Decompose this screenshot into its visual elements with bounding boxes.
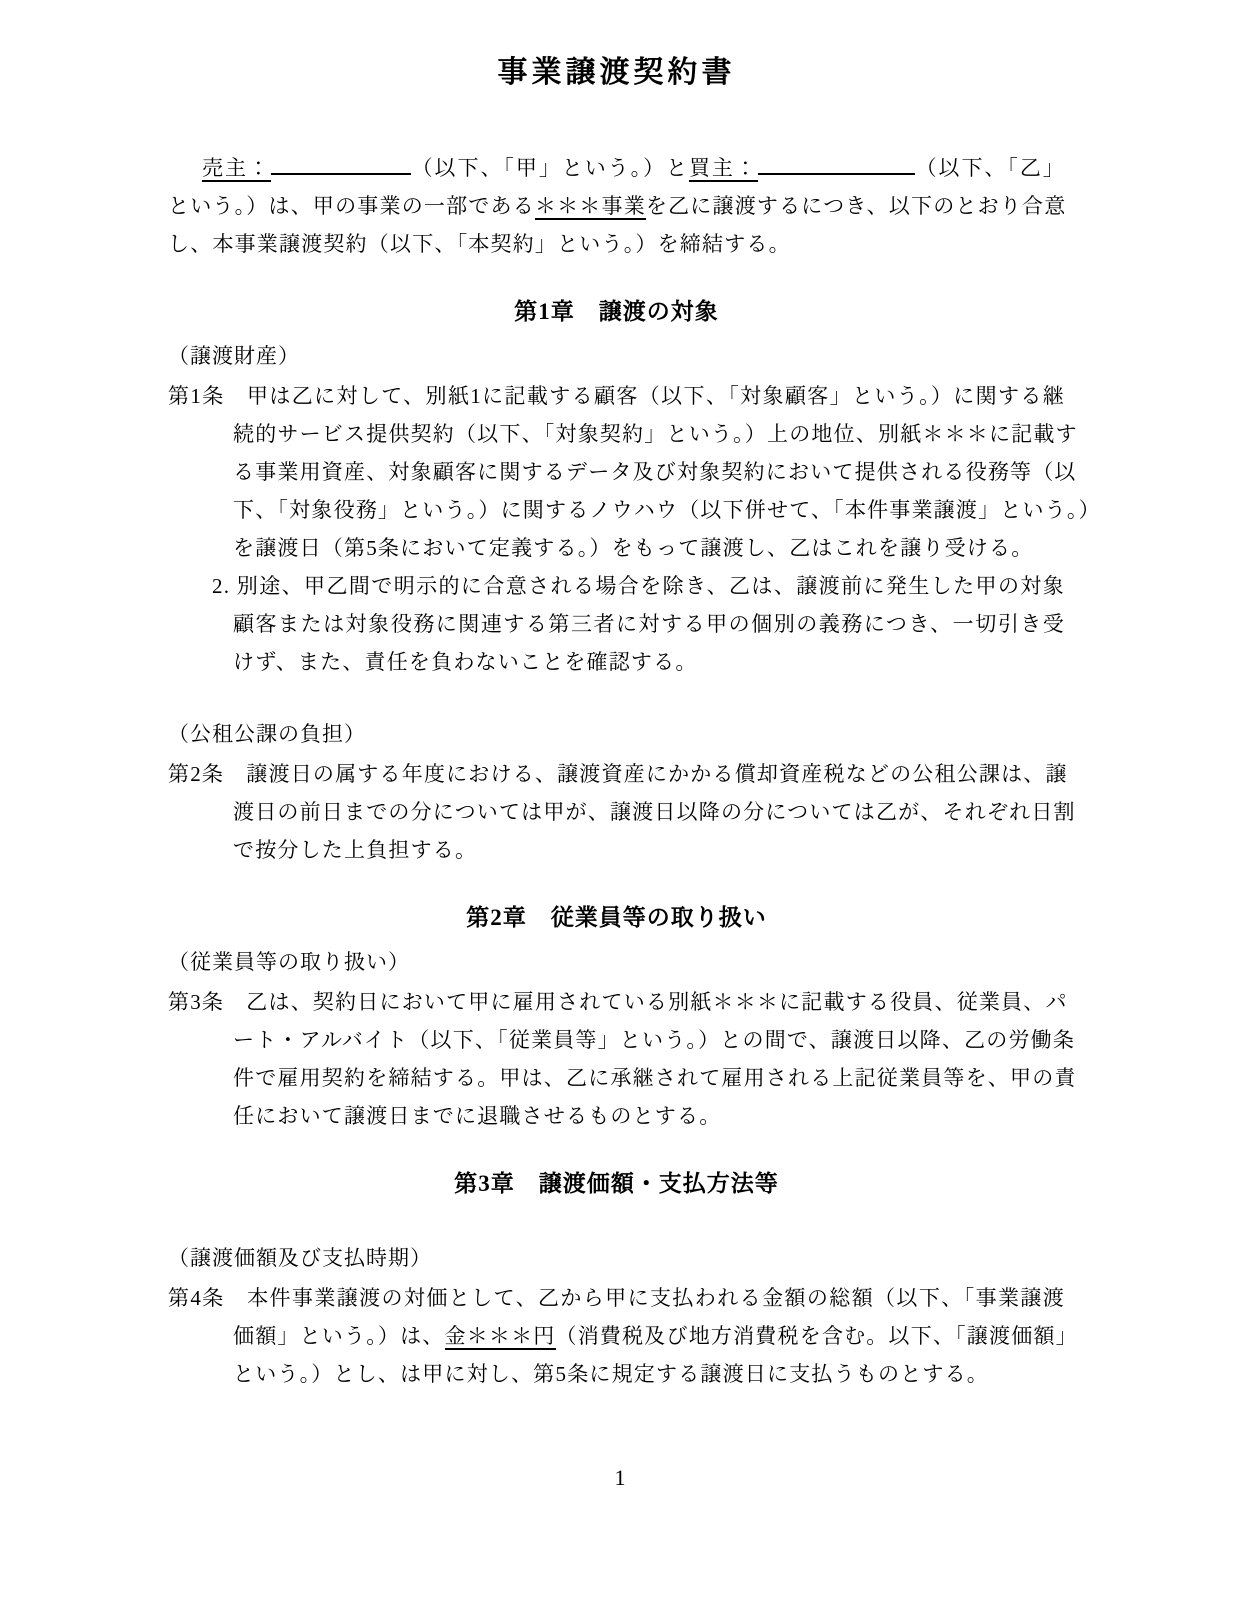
fill-in-blank [271, 152, 411, 175]
text-run: し、本事業譲渡契約（以下、「本契約」という。）を締結する。 [168, 232, 791, 256]
article-caption: （従業員等の取り扱い） [168, 950, 410, 974]
text-run: （消費税及び地方消費税を含む。以下、「譲渡価額」 [555, 1324, 1078, 1348]
article-caption: （公租公課の負担） [168, 722, 366, 746]
underlined-text: ＊＊＊事業 [534, 194, 646, 218]
text-run: 甲は乙に対して、別紙1に記載する顧客（以下、「対象顧客」という。）に関する継 [224, 384, 1065, 408]
article-number: 第3条 [168, 990, 225, 1014]
article-caption: （譲渡価額及び支払時期） [168, 1246, 432, 1270]
text-run: 任において譲渡日までに退職させるものとする。 [233, 1104, 722, 1128]
document-title: 事業譲渡契約書 [497, 56, 736, 89]
text-line [168, 529, 1065, 567]
article-paragraph [168, 377, 1101, 567]
text-run: 本件事業譲渡の対価として、乙から甲に支払われる金額の総額（以下、「事業譲渡 [224, 1286, 1065, 1310]
fill-in-blank [758, 152, 915, 175]
article-number: 第2条 [168, 762, 225, 786]
text-line [168, 755, 1068, 793]
text-run: 渡日の前日までの分については甲が、譲渡日以降の分については乙が、それぞれ日割 [233, 800, 1076, 824]
page-number: 1 [614, 1465, 626, 1490]
underlined-text: 売主： [202, 156, 271, 180]
text-run: （以下、「乙」 [914, 156, 1065, 180]
text-line [168, 831, 1065, 869]
text-run: を乙に譲渡するにつき、以下のとおり合意 [645, 194, 1067, 218]
text-run: で按分した上負担する。 [233, 838, 478, 862]
article-caption: （譲渡財産） [168, 344, 300, 368]
text-line [168, 983, 1068, 1021]
text-run: 譲渡日の属する年度における、譲渡資産にかかる償却資産税などの公租公課は、譲 [224, 762, 1068, 786]
chapter-heading: 第3章 譲渡価額・支払方法等 [454, 1171, 779, 1196]
text-run: という。）とし、は甲に対し、第5条に規定する譲渡日に支払うものとする。 [233, 1362, 989, 1386]
text-line [168, 149, 1065, 187]
article-paragraph [168, 1279, 1078, 1393]
text-line [168, 415, 1078, 453]
text-line [168, 605, 1065, 643]
text-line [168, 1059, 1077, 1097]
text-run: 乙は、契約日において甲に雇用されている別紙＊＊＊に記載する役員、従業員、パ [224, 990, 1068, 1014]
text-line [168, 1355, 1065, 1393]
underlined-text: 買主： [688, 156, 758, 180]
text-run: （以下、「甲」という。）と [410, 156, 689, 180]
underlined-text: 金＊＊＊円 [444, 1324, 556, 1348]
text-run: 価額」という。）は、 [233, 1324, 445, 1348]
document-content [168, 0, 1101, 1393]
text-run: を譲渡日（第5条において定義する。）をもって譲渡し、乙はこれを譲り受ける。 [233, 536, 1034, 560]
article-paragraph [168, 755, 1076, 869]
text-run: 件で雇用契約を締結する。甲は、乙に承継されて雇用される上記従業員等を、甲の責 [233, 1066, 1077, 1090]
text-line [168, 567, 1065, 605]
chapter-heading: 第1章 譲渡の対象 [514, 299, 719, 324]
text-line [168, 1279, 1065, 1317]
article-paragraph [168, 567, 1065, 681]
chapter-heading: 第2章 従業員等の取り扱い [466, 905, 767, 930]
text-run: けず、また、責任を負わないことを確認する。 [233, 650, 698, 674]
text-line [168, 1097, 1065, 1135]
document-body [168, 149, 1101, 1393]
text-line [168, 225, 1065, 263]
text-line [168, 377, 1065, 415]
text-line [168, 1021, 1076, 1059]
text-run: 続的サービス提供契約（以下、「対象契約」という。）上の地位、別紙＊＊＊に記載す [233, 422, 1078, 446]
article-paragraph [168, 983, 1077, 1135]
text-run: ート・アルバイト（以下、「従業員等」という。）との間で、譲渡日以降、乙の労働条 [233, 1028, 1076, 1052]
intro-paragraph [168, 149, 1065, 263]
text-line [168, 453, 1077, 491]
text-run: 下、「対象役務」という。）に関するノウハウ（以下併せて、「本件事業譲渡」という。） [233, 498, 1101, 522]
text-line [168, 643, 1065, 681]
text-line [168, 491, 1101, 529]
article-number: 第4条 [168, 1286, 225, 1310]
article-number: 第1条 [168, 384, 225, 408]
text-run: という。）は、甲の事業の一部である [168, 194, 535, 218]
text-line [168, 187, 1065, 225]
text-run: る事業用資産、対象顧客に関するデータ及び対象契約において提供される役務等（以 [233, 460, 1077, 484]
text-run: 顧客または対象役務に関連する第三者に対する甲の個別の義務につき、一切引き受 [233, 612, 1065, 636]
text-line [168, 1317, 1078, 1355]
text-line [168, 793, 1076, 831]
text-run: 2. 別途、甲乙間で明示的に合意される場合を除き、乙は、譲渡前に発生した甲の対象 [212, 574, 1065, 598]
